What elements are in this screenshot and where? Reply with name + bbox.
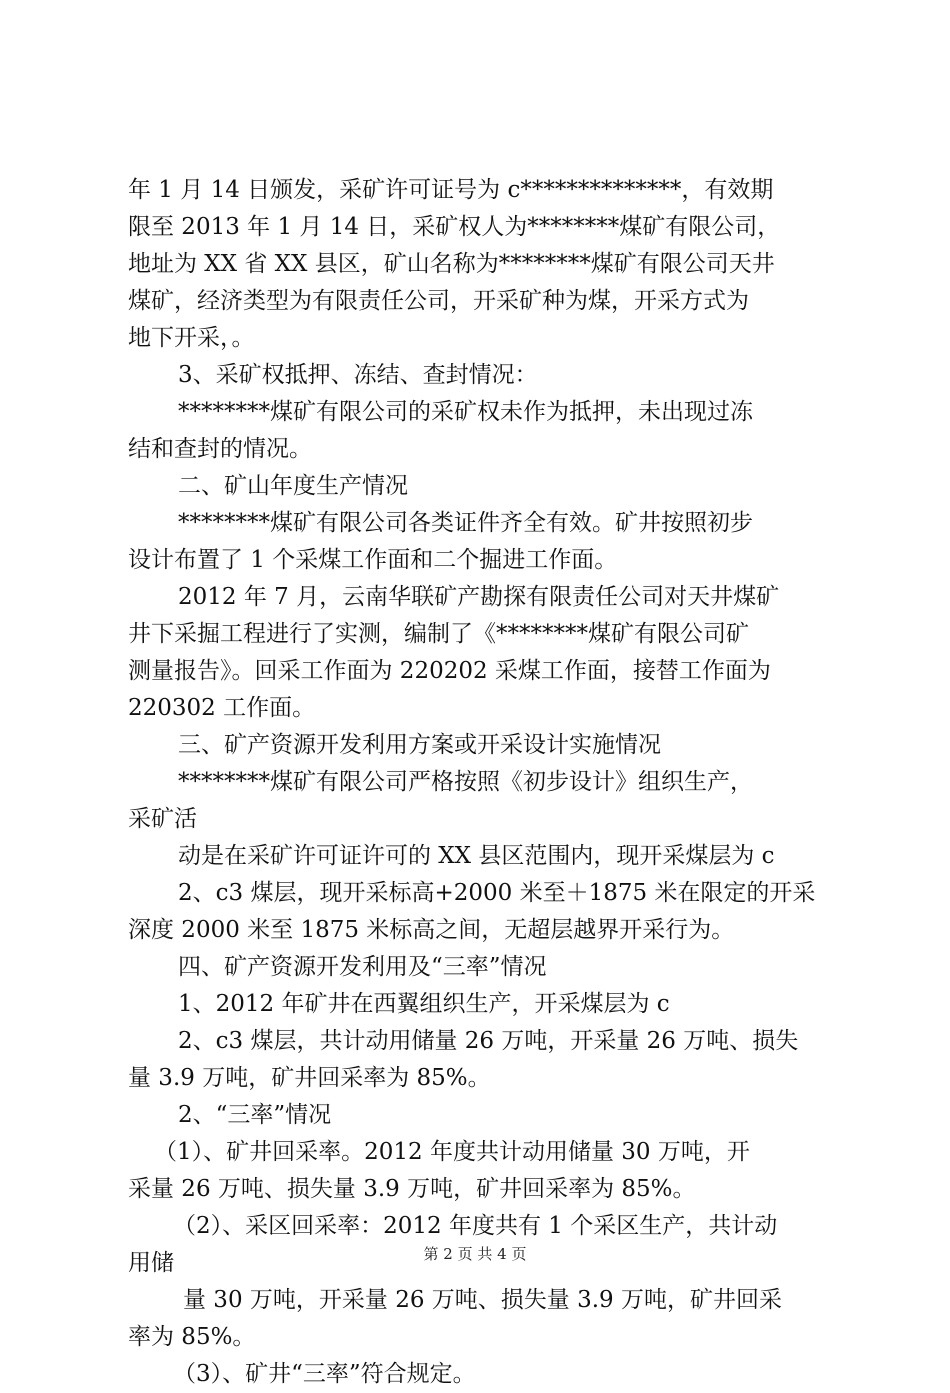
body-line: 2、c3 煤层，现开采标高+2000 米至＋1875 米在限定的开采 [178, 880, 816, 906]
body-line: 限至 2013 年 1 月 14 日，采矿权人为********煤矿有限公司， [128, 214, 781, 240]
body-line: 量 30 万吨，开采量 26 万吨、损失量 3.9 万吨，矿井回采 [183, 1287, 782, 1313]
body-line: 量 3.9 万吨，矿井回采率为 85%。 [128, 1065, 491, 1091]
body-line: 1、2012 年矿井在西翼组织生产，开采煤层为 c [178, 991, 670, 1017]
body-line: 煤矿，经济类型为有限责任公司，开采矿种为煤，开采方式为 [128, 288, 749, 314]
document-body [128, 172, 832, 1393]
section-heading: 二、矿山年度生产情况 [178, 473, 408, 499]
body-line: 2012 年 7 月，云南华联矿产勘探有限责任公司对天井煤矿 [178, 584, 780, 610]
section-heading: 四、矿产资源开发利用及“三率”情况 [178, 954, 547, 980]
body-line: 深度 2000 米至 1875 米标高之间，无超层越界开采行为。 [128, 917, 735, 943]
body-line: 测量报告》。回采工作面为 220202 采煤工作面，接替工作面为 [128, 658, 771, 684]
body-line: 年 1 月 14 日颁发，采矿许可证号为 c**************，有效期 [128, 177, 774, 203]
page-number-footer: 第 2 页 共 4 页 [423, 1245, 527, 1263]
body-line: 地址为 XX 省 XX 县区，矿山名称为********煤矿有限公司天井 [128, 251, 775, 277]
body-line: （1）、矿井回采率。2012 年度共计动用储量 30 万吨，开 [154, 1139, 750, 1165]
body-line: 设计布置了 1 个采煤工作面和二个掘进工作面。 [128, 547, 618, 573]
body-line: 地下开采，。 [128, 325, 255, 351]
body-line: 采量 26 万吨、损失量 3.9 万吨，矿井回采率为 85%。 [128, 1176, 696, 1202]
section-heading: 2、“三率”情况 [178, 1102, 332, 1128]
body-line: 井下采掘工程进行了实测，编制了《********煤矿有限公司矿 [128, 621, 749, 647]
section-heading: 三、矿产资源开发利用方案或开采设计实施情况 [178, 732, 661, 758]
body-line: ********煤矿有限公司的采矿权未作为抵押，未出现过冻 [178, 399, 753, 425]
body-line: 动是在采矿许可证许可的 XX 县区范围内，现开采煤层为 c [178, 843, 775, 869]
body-line: ********煤矿有限公司各类证件齐全有效。矿井按照初步 [178, 510, 753, 536]
body-line: （2）、采区回采率：2012 年度共有 1 个采区生产，共计动 [173, 1213, 778, 1239]
body-line: （3）、矿井“三率”符合规定。 [173, 1361, 476, 1387]
body-line: 率为 85%。 [128, 1324, 256, 1350]
body-line: 结和查封的情况。 [128, 436, 312, 462]
body-line: ********煤矿有限公司严格按照《初步设计》组织生产， [178, 769, 753, 795]
body-line: 采矿活 [128, 806, 197, 832]
body-line: 220302 工作面。 [128, 695, 316, 721]
body-line: 用储 [128, 1250, 174, 1276]
body-line: 2、c3 煤层，共计动用储量 26 万吨，开采量 26 万吨、损失 [178, 1028, 799, 1054]
section-heading: 3、采矿权抵押、冻结、查封情况： [178, 362, 538, 388]
